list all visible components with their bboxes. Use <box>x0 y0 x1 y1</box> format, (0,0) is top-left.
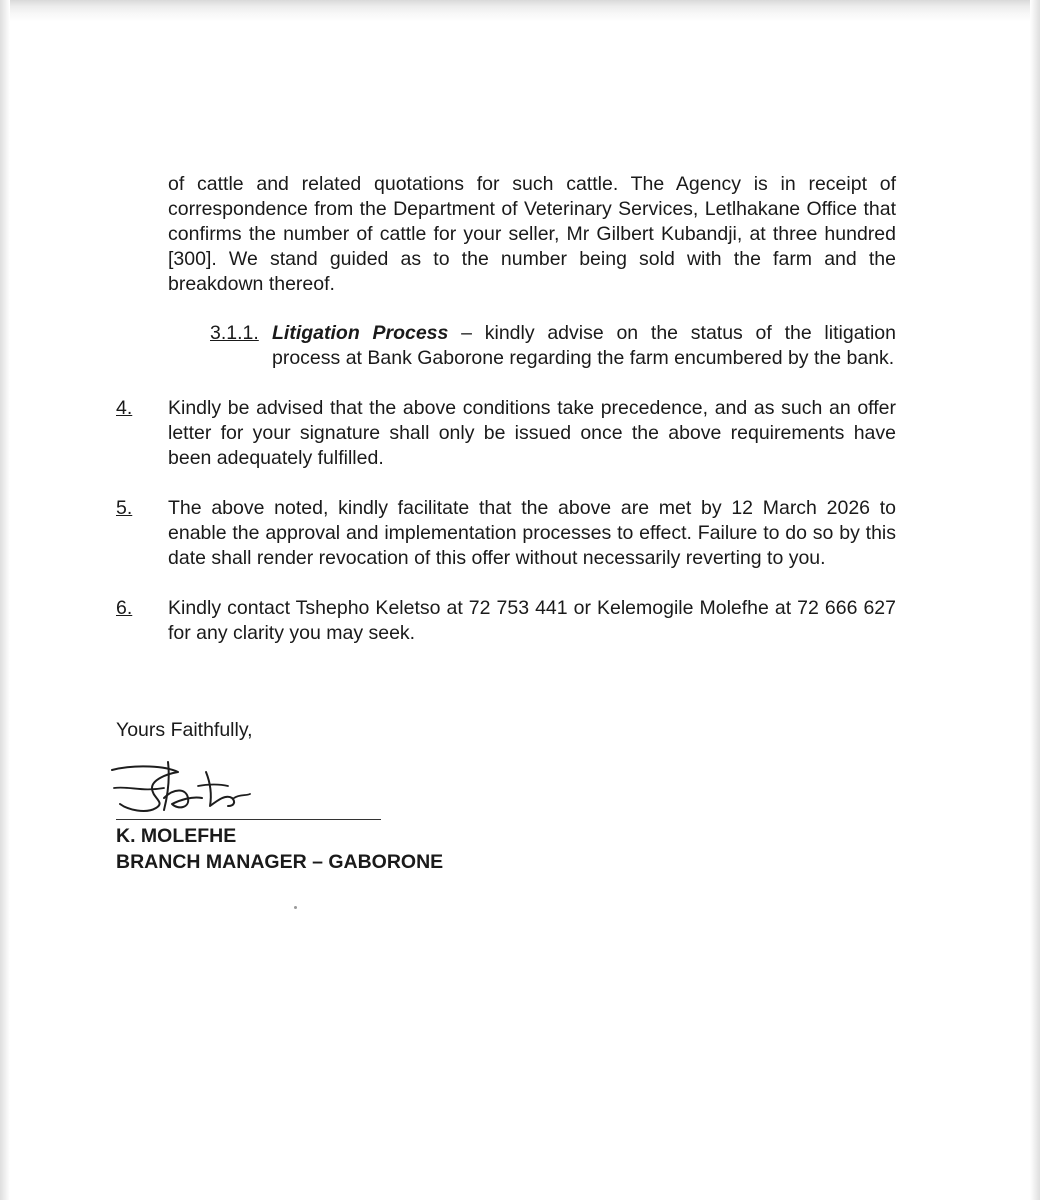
sub-item-number: 3.1.1. <box>210 322 259 344</box>
list-item-5 <box>116 496 896 571</box>
page-left-shadow <box>0 0 10 1200</box>
page-right-shadow <box>1030 0 1040 1200</box>
item-text: Kindly contact Tshepho Keletso at 72 753 441 or Kelemogile Molefhe at 72 666 627 for any clarity you may seek. <box>168 597 896 644</box>
continued-paragraph: of cattle and related quotations for such cattle. The Agency is in receipt of correspondence from the Department of Veterinary Services, Letlhakane Office that confirms the number of cattle for your seller, Mr Gilbert Kubandji, at three hundred [300]. We stand guided as to the number being sold with the farm and the breakdown thereof. <box>168 173 896 295</box>
item-number: 4. <box>116 397 133 419</box>
letter-body <box>116 172 896 646</box>
signature-line <box>116 819 381 820</box>
list-item-4 <box>116 396 896 471</box>
signatory-name: K. MOLEFHE <box>116 825 237 847</box>
page-top-shadow <box>0 0 1040 22</box>
item-text: Kindly be advised that the above conditions take precedence, and as such an offer letter for your signature shall only be issued once the above requirements have been adequately fulfilled. <box>168 397 896 469</box>
sub-item-title: Litigation Process <box>272 322 449 344</box>
handwritten-signature-icon <box>106 758 266 828</box>
item-text: The above noted, kindly facilitate that the above are met by 12 March 2026 to enable the approval and implementation processes to effect. Failure to do so by this date shall render revocation of this offer without necessarily reverting to you. <box>168 497 896 569</box>
signatory-title: BRANCH MANAGER – GABORONE <box>116 851 444 873</box>
sub-item-text: – kindly advise on the status of the litigation process at Bank Gaborone regarding the farm encumbered by the bank. <box>272 322 896 369</box>
item-number: 5. <box>116 497 133 519</box>
sub-item-body <box>272 321 896 371</box>
list-item-6 <box>116 596 896 646</box>
closing-salutation: Yours Faithfully, <box>116 719 253 741</box>
signatory-block <box>116 823 443 875</box>
item-number: 6. <box>116 597 133 619</box>
sub-item-3-1-1 <box>210 321 896 371</box>
paper-speck <box>294 906 297 909</box>
